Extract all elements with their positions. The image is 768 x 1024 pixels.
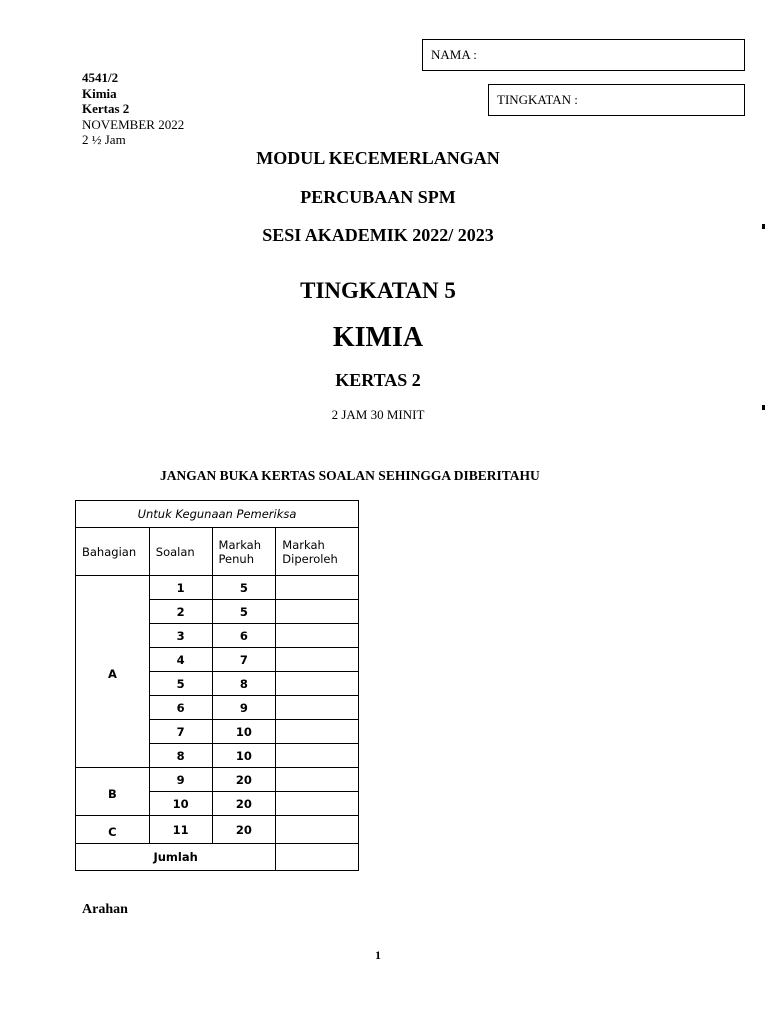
edge-mark [762,224,765,229]
obtained-cell[interactable] [276,600,359,624]
warning-text: JANGAN BUKA KERTAS SOALAN SEHINGGA DIBERITAHU [160,468,540,483]
header-section: Bahagian [76,528,150,576]
table-row [76,768,359,792]
question-cell: 9 [149,768,212,792]
paper-month: NOVEMBER 2022 [82,116,185,132]
title-form: TINGKATAN 5 [300,278,456,303]
full-marks-cell: 6 [212,624,276,648]
full-marks-cell: 20 [212,792,276,816]
full-marks-cell: 9 [212,696,276,720]
obtained-cell[interactable] [276,816,359,844]
question-cell: 5 [149,672,212,696]
full-marks-cell: 5 [212,576,276,600]
form-field-label: TINGKATAN : [497,92,578,107]
table-row [76,816,359,844]
question-cell: 1 [149,576,212,600]
full-marks-cell: 10 [212,720,276,744]
full-marks-cell: 7 [212,648,276,672]
edge-mark [762,405,765,410]
total-row [76,844,359,871]
question-cell: 10 [149,792,212,816]
obtained-cell[interactable] [276,744,359,768]
question-cell: 8 [149,744,212,768]
title-subject: KIMIA [332,322,424,353]
section-c: C [76,816,150,844]
obtained-cell[interactable] [276,696,359,720]
question-cell: 4 [149,648,212,672]
paper-duration: 2 ½ Jam [82,132,126,147]
header-obtained: Markah Diperoleh [276,528,359,576]
paper-number: Kertas 2 [82,101,130,116]
obtained-cell[interactable] [276,792,359,816]
section-a: A [76,576,150,768]
paper-meta [82,70,184,148]
name-field[interactable] [422,39,745,71]
title-line-3: SESI AKADEMIK 2022/ 2023 [262,225,494,245]
paper-code: 4541/2 [82,70,119,85]
question-cell: 6 [149,696,212,720]
title-line-1: MODUL KECEMERLANGAN [256,148,500,168]
obtained-cell[interactable] [276,672,359,696]
full-marks-cell: 20 [212,816,276,844]
title-line-2: PERCUBAAN SPM [300,187,456,207]
title-paper: KERTAS 2 [335,370,421,390]
question-cell: 2 [149,600,212,624]
full-marks-cell: 5 [212,600,276,624]
total-label: Jumlah [76,844,276,871]
table-caption: Untuk Kegunaan Pemeriksa [76,501,359,528]
total-obtained-cell[interactable] [276,844,359,871]
question-cell: 3 [149,624,212,648]
obtained-cell[interactable] [276,624,359,648]
title-time: 2 JAM 30 MINIT [331,407,425,422]
section-b: B [76,768,150,816]
full-marks-cell: 20 [212,768,276,792]
instructions-heading: Arahan [82,902,128,917]
full-marks-cell: 10 [212,744,276,768]
obtained-cell[interactable] [276,720,359,744]
table-row [76,576,359,600]
obtained-cell[interactable] [276,576,359,600]
header-question: Soalan [149,528,212,576]
obtained-cell[interactable] [276,768,359,792]
name-field-label: NAMA : [431,47,477,62]
obtained-cell[interactable] [276,648,359,672]
header-full-marks: Markah Penuh [212,528,276,576]
page-number: 1 [375,948,381,962]
question-cell: 11 [149,816,212,844]
marks-table [75,500,359,871]
paper-subject: Kimia [82,85,117,101]
full-marks-cell: 8 [212,672,276,696]
question-cell: 7 [149,720,212,744]
form-field[interactable] [488,84,745,116]
